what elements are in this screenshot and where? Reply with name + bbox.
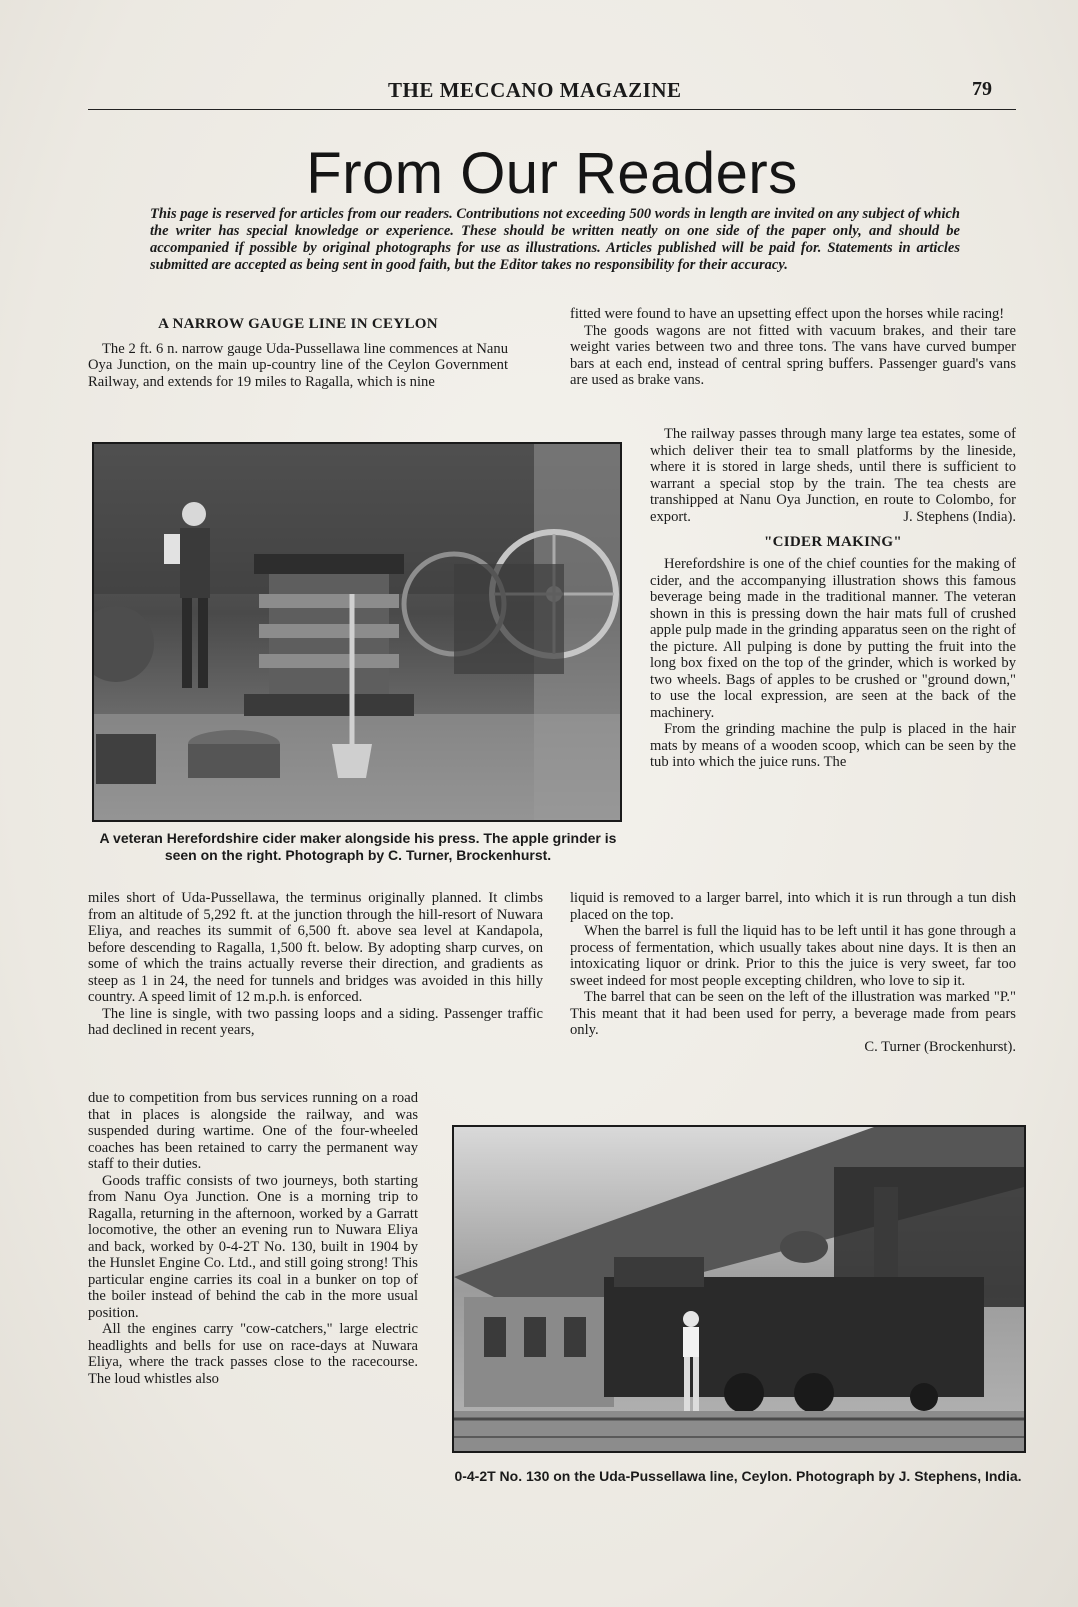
magazine-title: THE MECCANO MAGAZINE <box>388 78 682 102</box>
article1-signature: J. Stephens (India). <box>903 509 1016 525</box>
article1-top <box>88 316 508 390</box>
train-photo <box>452 1125 1026 1453</box>
article2-p1: Herefordshire is one of the chief counties for the making of cider, and the accompanying illustration shows this famous beverage being made in the traditional manner. The veteran shown in this is pressing down the hair mats full of crushed apple pulp made in the grinding apparatus seen on the right of the picture. All pulping is done by putting the fruit into the long box fixed on the top of the grinder, which is worked by two wheels. Bags of apples to be crushed or "ground down," to use the local expression, are seen at the back of the machinery. <box>650 556 1016 721</box>
article1-p1-bottom: miles short of Uda-Pussellawa, the terminus originally planned. It climbs from an altitude of 5,292 ft. at the junction through the hill-resort of Nuwara Eliya, and reaches its summit of 6,500 ft. above sea level at Kandapola, before descending to Ragalla, 1,500 ft. below. By adopting sharp curves, on some of which the trains actually reverse their direction, and gradients as steep as 1 in 24, the need for tunnels and bridges was avoided in this hilly country. A speed limit of 12 m.p.h. is enforced. <box>88 890 543 1005</box>
train-photo-image <box>454 1127 1024 1451</box>
article2-signature: C. Turner (Brockenhurst). <box>864 1038 1016 1055</box>
intro-note: This page is reserved for articles from our readers. Contributions not exceeding 500 words in length are invited on any subject of which the writer has special knowledge or experience. These should be written neatly on one side of the paper only, and should be accompanied if possible by original photographs for use as illustrations. Articles published will be paid for. Statements in articles submitted are accepted as being sent in good faith, but the Editor takes no responsibility for their accuracy. <box>150 206 960 273</box>
cider-photo-image <box>94 444 620 820</box>
right-column-top <box>570 306 1016 389</box>
article1-heading: A NARROW GAUGE LINE IN CEYLON <box>158 316 438 332</box>
article2-p2-bottom: liquid is removed to a larger barrel, into which it is run through a tun dish placed on the top. <box>570 890 1016 923</box>
article1-p6: The goods wagons are not fitted with vacuum brakes, and their tare weight varies between two and three tons. The vans have curved bumper bars at each end, instead of central spring buffers. Passenger guard's vans are used as brake vans. <box>570 322 1016 388</box>
right-column-narrow <box>650 426 1016 771</box>
cider-photo <box>92 442 622 822</box>
article1-p2-start: The line is single, with two passing loops and a siding. Passenger traffic had declined in recent years, <box>88 1005 543 1038</box>
page-header <box>88 76 1016 110</box>
article1-p1-top: The 2 ft. 6 n. narrow gauge Uda-Pussellawa line commences at Nanu Oya Junction, on the main up-country line of the Ceylon Government Railway, and extends for 19 miles to Ragalla, which is nine <box>88 340 508 390</box>
article2-p4: The barrel that can be seen on the left of the illustration was marked "P." This meant that it had been used for perry, a beverage made from pears only. <box>570 989 1016 1038</box>
article1-p7: The railway passes through many large tea estates, some of which deliver their tea to small platforms by the lineside, where it is stored in large sheds, until there is sufficient to warrant a special stop by the train. The tea chests are transhipped at Nanu Oya Junction, en route to Colombo, for export. <box>650 426 1016 525</box>
article1-narrow <box>88 1090 418 1387</box>
article2-p2-top: From the grinding machine the pulp is placed in the hair mats by means of a wooden scoop, which can be seen by the tub into which the juice runs. The <box>650 721 1016 770</box>
page-number: 79 <box>972 78 992 100</box>
article2-p3: When the barrel is full the liquid has to be left until it has gone through a process of fermentation, which usually takes about nine days. It is then an intoxicating liquor or drink. Prior to this the juice is very sweet, far too sweet indeed for most people excepting children, who love to sip it. <box>570 923 1016 989</box>
article1-p3: Goods traffic consists of two journeys, both starting from Nanu Oya Junction. One is a morning trip to Ragalla, returning in the afternoon, worked by a Garratt locomotive, the other an evening run to Nuwara Eliya and back, worked by 0-4-2T No. 130, built in 1904 by the Hunslet Engine Co. Ltd., and still going strong! This particular engine carries its coal in a bunker on top of the boiler instead of behind the cab in the more usual position. <box>88 1172 418 1321</box>
article1-p4: All the engines carry "cow-catchers," large electric headlights and bells for use on race-days at Nuwara Eliya, where the track passes close to the racecourse. The loud whistles also <box>88 1321 418 1387</box>
article1-middle <box>88 890 543 1039</box>
right-column-bottom <box>570 890 1016 1055</box>
train-caption: 0-4-2T No. 130 on the Uda-Pussellawa line, Ceylon. Photograph by J. Stephens, India. <box>454 1468 1022 1484</box>
page-title: From Our Readers <box>306 141 798 206</box>
cider-caption: A veteran Herefordshire cider maker alongside his press. The apple grinder is seen on the right. Photograph by C. Turner, Brockenhurst. <box>99 830 617 863</box>
article1-p2-rest: due to competition from bus services running on a road that in places is alongside the railway, and was suspended during wartime. One of the four-wheeled coaches has been retained to carry the permanent way staff to their duties. <box>88 1090 418 1172</box>
article1-p5: fitted were found to have an upsetting effect upon the horses while racing! <box>570 306 1005 322</box>
article2-heading: "CIDER MAKING" <box>764 533 902 550</box>
